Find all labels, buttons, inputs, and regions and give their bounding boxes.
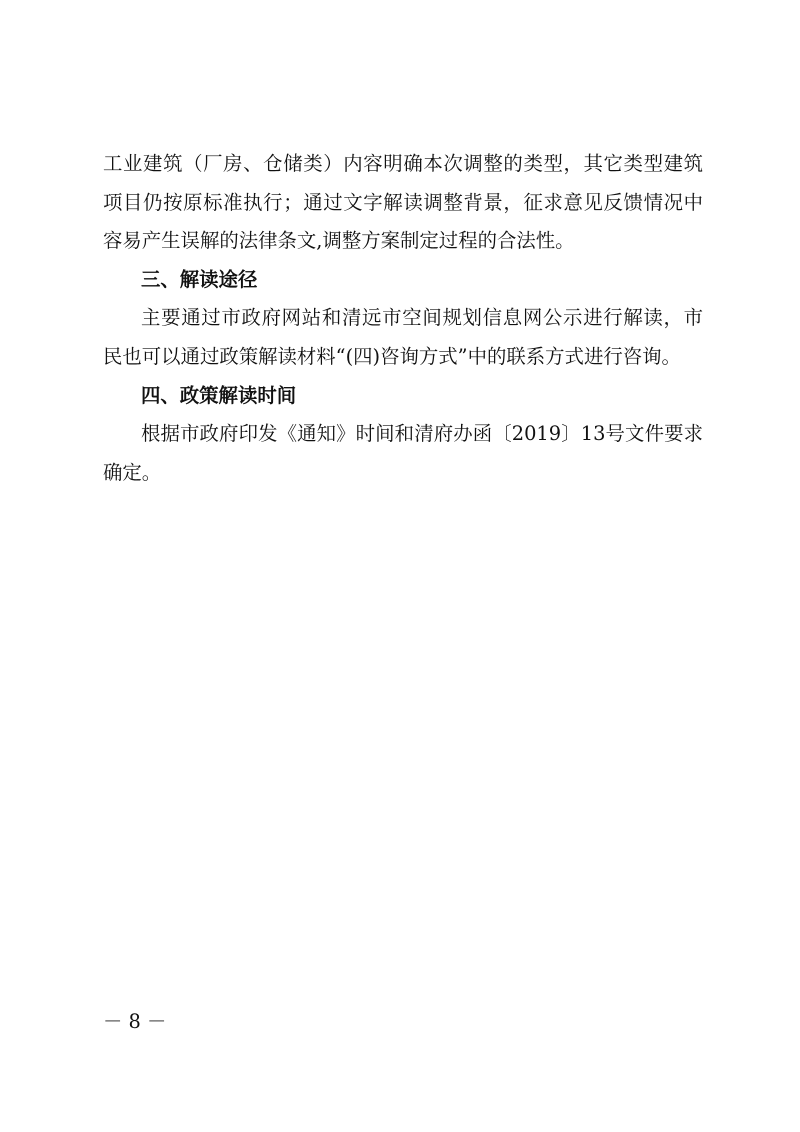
section-body-approach: 主要通过市政府网站和清远市空间规划信息网公示进行解读，市民也可以通过政策解读材料“(四)咨询方式”中的联系方式进行咨询。 [103, 306, 703, 368]
section-heading-approach: 三、解读途径 [141, 267, 258, 291]
section-body-time: 根据市政府印发《通知》时间和清府办函〔2019〕13号文件要求确定。 [103, 422, 703, 484]
continued-paragraph: 工业建筑（厂房、仓储类）内容明确本次调整的类型，其它类型建筑项目仍按原标准执行；通过文字解读调整背景，征求意见反馈情况中容易产生误解的法律条文,调整方案制定过程的合法性。 [103, 152, 703, 253]
section-heading-time: 四、政策解读时间 [141, 383, 297, 407]
document-body [103, 145, 703, 492]
page-number: － 8 － [103, 1010, 167, 1033]
